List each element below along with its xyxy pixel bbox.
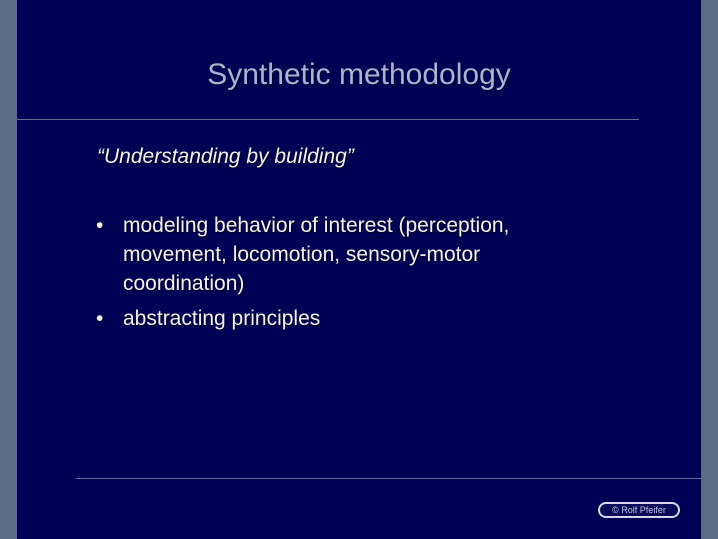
bullet-marker: • (96, 307, 104, 330)
slide-subtitle: “Understanding by building” (97, 145, 354, 168)
bullet-text: abstracting principles (123, 307, 321, 330)
slide-title: Synthetic methodology (207, 58, 511, 91)
bullet-marker: • (96, 214, 104, 237)
title-divider (17, 119, 639, 120)
bullet-text: modeling behavior of interest (perception, movement, locomotion, sensory-motor coordination) (123, 214, 510, 295)
bullet-list (94, 211, 594, 339)
footer-divider (76, 478, 701, 479)
bullet-item (94, 211, 594, 298)
bullet-item (94, 304, 594, 333)
slide (17, 0, 701, 539)
copyright-badge: © Rolf Pfeifer (598, 502, 680, 518)
